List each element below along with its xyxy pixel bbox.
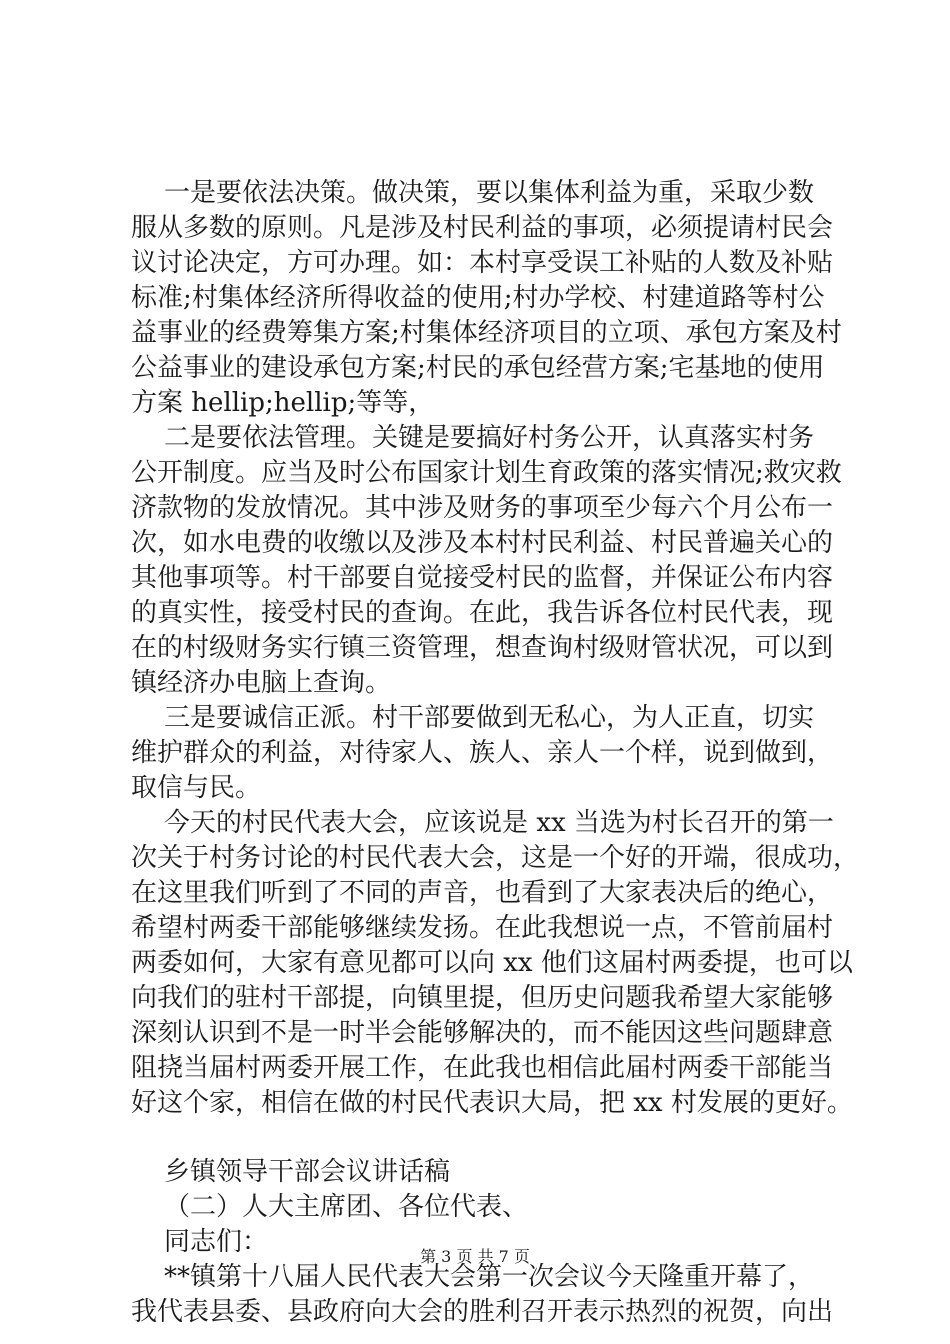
paragraph-line: 济款物的发放情况。其中涉及财务的事项至少每六个月公布一: [131, 493, 834, 523]
paragraph-line: 服从多数的原则。凡是涉及村民利益的事项，必须提请村民会: [131, 213, 834, 243]
paragraph-line: 向我们的驻村干部提，向镇里提，但历史问题我希望大家能够: [131, 983, 834, 1013]
paragraph-line: 镇经济办电脑上查询。: [131, 668, 392, 698]
paragraph-line: 议讨论决定，方可办理。如：本村享受误工补贴的人数及补贴: [131, 248, 834, 278]
paragraph-line: **镇第十八届人民代表大会第一次会议今天隆重开幕了，: [131, 1262, 815, 1292]
paragraph-line: 同志们：: [131, 1227, 269, 1257]
paragraph-line: 两委如何，大家有意见都可以向 xx 他们这届村两委提，也可以: [131, 948, 853, 978]
paragraph-line: 次，如水电费的收缴以及涉及本村村民利益、村民普遍关心的: [131, 528, 834, 558]
speech-section-1: [131, 176, 860, 1121]
paragraph-line: 维护群众的利益，对待家人、族人、亲人一个样，说到做到，: [131, 738, 834, 768]
paragraph-line: 取信与民。: [131, 773, 262, 803]
paragraph-line: 益事业的经费筹集方案;村集体经济项目的立项、承包方案及村: [131, 318, 842, 348]
paragraph-line: 我代表县委、县政府向大会的胜利召开表示热烈的祝贺，向出: [131, 1297, 834, 1327]
paragraph-line: 深刻认识到不是一时半会能够解决的，而不能因这些问题肆意: [131, 1018, 834, 1048]
section-gap: [131, 1121, 831, 1155]
paragraph-line: 其他事项等。村干部要自觉接受村民的监督，并保证公布内容: [131, 563, 834, 593]
paragraph-line: 希望村两委干部能够继续发扬。在此我想说一点，不管前届村: [131, 913, 834, 943]
paragraph-line: 方案 hellip;hellip;等等，: [131, 388, 435, 418]
paragraph-line: 在这里我们听到了不同的声音，也看到了大家表决后的绝心，: [131, 878, 834, 908]
paragraph-line: 公益事业的建设承包方案;村民的承包经营方案;宅基地的使用: [131, 353, 825, 383]
paragraph-line: （二）人大主席团、各位代表、: [131, 1192, 529, 1222]
paragraph-line: 次关于村务讨论的村民代表大会，这是一个好的开端，很成功，: [131, 843, 860, 873]
document-body: [131, 176, 860, 1330]
paragraph-line: 三是要诚信正派。村干部要做到无私心，为人正直，切实: [131, 703, 815, 733]
page-footer: 第 3 页 共 7 页: [420, 1247, 530, 1266]
paragraph-line: 一是要依法决策。做决策，要以集体利益为重，采取少数: [131, 178, 815, 208]
paragraph-line: 在的村级财务实行镇三资管理，想查询村级财管状况，可以到: [131, 633, 834, 663]
paragraph-line: 今天的村民代表大会，应该说是 xx 当选为村长召开的第一: [131, 808, 834, 838]
paragraph-line: 阻挠当届村两委开展工作，在此我也相信此届村两委干部能当: [131, 1053, 834, 1083]
paragraph-line: 二是要依法管理。关键是要搞好村务公开，认真落实村务: [131, 423, 815, 453]
paragraph-line: 好这个家，相信在做的村民代表识大局，把 xx 村发展的更好。: [131, 1088, 853, 1118]
paragraph-line: 公开制度。应当及时公布国家计划生育政策的落实情况;救灾救: [131, 458, 842, 488]
paragraph-line: 乡镇领导干部会议讲话稿: [131, 1157, 451, 1187]
paragraph-line: 标准;村集体经济所得收益的使用;村办学校、村建道路等村公: [131, 283, 825, 313]
speech-section-2: [131, 1155, 834, 1330]
paragraph-line: 的真实性，接受村民的查询。在此，我告诉各位村民代表，现: [131, 598, 834, 628]
